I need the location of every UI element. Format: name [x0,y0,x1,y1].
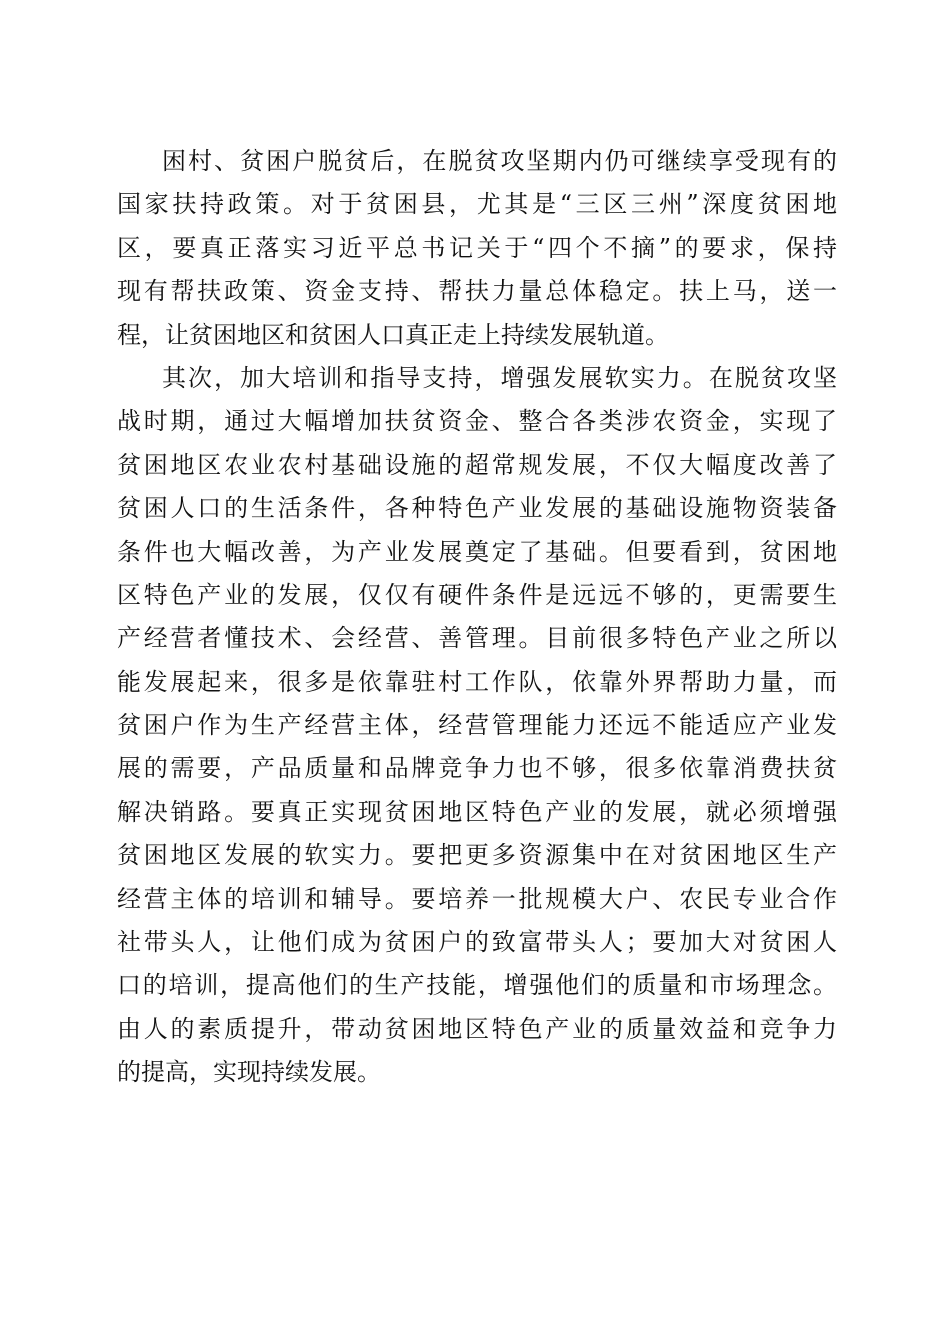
text-line: 贫困户作为生产经营主体，经营管理能力还远不能适应产业发 [117,711,837,740]
text-line: 产经营者懂技术、会经营、善管理。目前很多特色产业之所以 [117,624,837,653]
text-line: 战时期，通过大幅增加扶贫资金、整合各类涉农资金，实现了 [117,407,837,436]
text-line: 国家扶持政策。对于贫困县，尤其是“三区三州”深度贫困地 [117,190,837,219]
text-line: 其次，加大培训和指导支持，增强发展软实力。在脱贫攻坚 [162,363,837,392]
text-line: 贫困地区发展的软实力。要把更多资源集中在对贫困地区生产 [117,841,837,870]
text-line: 区，要真正落实习近平总书记关于“四个不摘”的要求，保持 [117,233,837,262]
text-line: 展的需要，产品质量和品牌竞争力也不够，很多依靠消费扶贫 [117,754,837,783]
text-line: 的提高，实现持续发展。 [117,1058,381,1087]
text-line: 程，让贫困地区和贫困人口真正走上持续发展轨道。 [117,320,669,349]
text-line: 条件也大幅改善，为产业发展奠定了基础。但要看到，贫困地 [117,537,837,566]
text-line: 解决销路。要真正实现贫困地区特色产业的发展，就必须增强 [117,797,837,826]
text-line: 现有帮扶政策、资金支持、帮扶力量总体稳定。扶上马，送一 [117,277,837,306]
body-text [117,140,837,1095]
text-line: 困村、贫困户脱贫后，在脱贫攻坚期内仍可继续享受现有的 [162,147,837,175]
text-line: 贫困地区农业农村基础设施的超常规发展，不仅大幅度改善了 [117,450,837,479]
text-line: 口的培训，提高他们的生产技能，增强他们的质量和市场理念。 [117,971,837,1000]
paragraph [117,357,837,1095]
paragraph [117,140,837,357]
text-line: 区特色产业的发展，仅仅有硬件条件是远远不够的，更需要生 [117,580,837,609]
text-line: 经营主体的培训和辅导。要培养一批规模大户、农民专业合作 [117,884,837,913]
text-line: 社带头人，让他们成为贫困户的致富带头人；要加大对贫困人 [117,928,837,957]
text-line: 贫困人口的生活条件，各种特色产业发展的基础设施物资装备 [117,494,837,523]
text-line: 由人的素质提升，带动贫困地区特色产业的质量效益和竞争力 [117,1014,837,1043]
text-line: 能发展起来，很多是依靠驻村工作队，依靠外界帮助力量，而 [117,667,837,696]
